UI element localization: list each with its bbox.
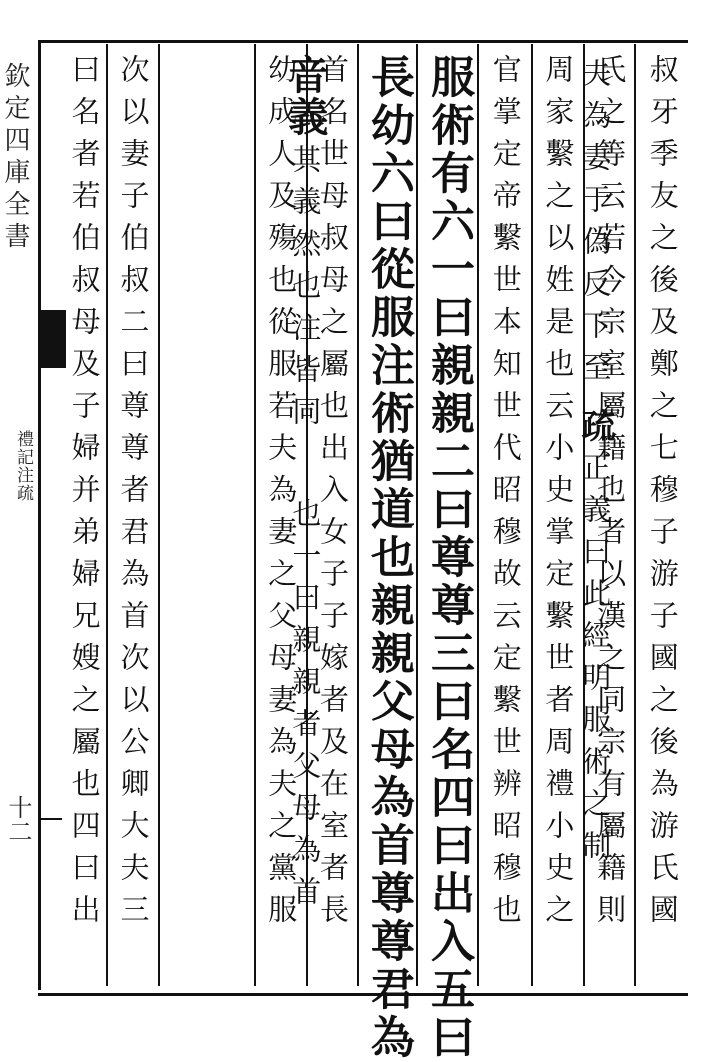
annotation-line: 夫為妻于偽反下至 xyxy=(578,58,613,394)
annotation-subcolumn-right xyxy=(450,44,720,872)
section-title-margin: 禮記注疏 xyxy=(13,430,33,502)
text-column-11 xyxy=(62,44,106,986)
text-column-10 xyxy=(106,44,158,986)
column-text: 氏之等云若今宗室屬籍也者以漢之同宗有屬籍則 xyxy=(593,54,628,936)
shu-marker: 疏 xyxy=(574,408,615,444)
column-text: 服術有六一曰親親二曰尊尊三曰名四曰出入五曰 xyxy=(422,54,474,1062)
column-text: 叔牙季友之後及鄭之七穆子游子國之後為游氏國 xyxy=(645,54,680,936)
frame-left-edge xyxy=(38,40,41,990)
annotation-line: 也一曰親親者父母為首 xyxy=(288,498,323,918)
annotation-subcolumn-left xyxy=(160,44,450,918)
column-text: 曰名者若伯叔母及子婦并弟婦兄嫂之屬也四曰出 xyxy=(67,54,102,936)
column-text: 首名世母叔母之屬也出入女子子嫁者及在室者長 xyxy=(316,54,350,936)
column-text: 周家繫之以姓是也云小史掌定繫世者周禮小史之 xyxy=(541,54,576,936)
column-text: 幼成人及殤也從服若夫為妻之父母妻為夫之黨服 xyxy=(264,54,299,936)
column-text: 長幼六曰從服注術猶道也親親父母為首尊尊君為 xyxy=(362,54,414,1062)
column-text: 官掌定帝繫世本知世代昭穆故云定繫世辨昭穆也 xyxy=(488,54,523,936)
page-number: 十二 xyxy=(4,795,32,843)
column-text: 次以妻子伯叔二曰尊尊者君為首次以公卿大夫三 xyxy=(116,54,151,936)
annotation-line: 其義然也注皆同 xyxy=(288,144,323,438)
yinyi-marker: 音義 xyxy=(281,54,329,138)
text-columns xyxy=(62,44,688,1062)
book-title-margin: 欽定四庫全書 xyxy=(0,62,30,254)
annotation-line: 正義曰此經明服術之制 xyxy=(578,452,613,872)
